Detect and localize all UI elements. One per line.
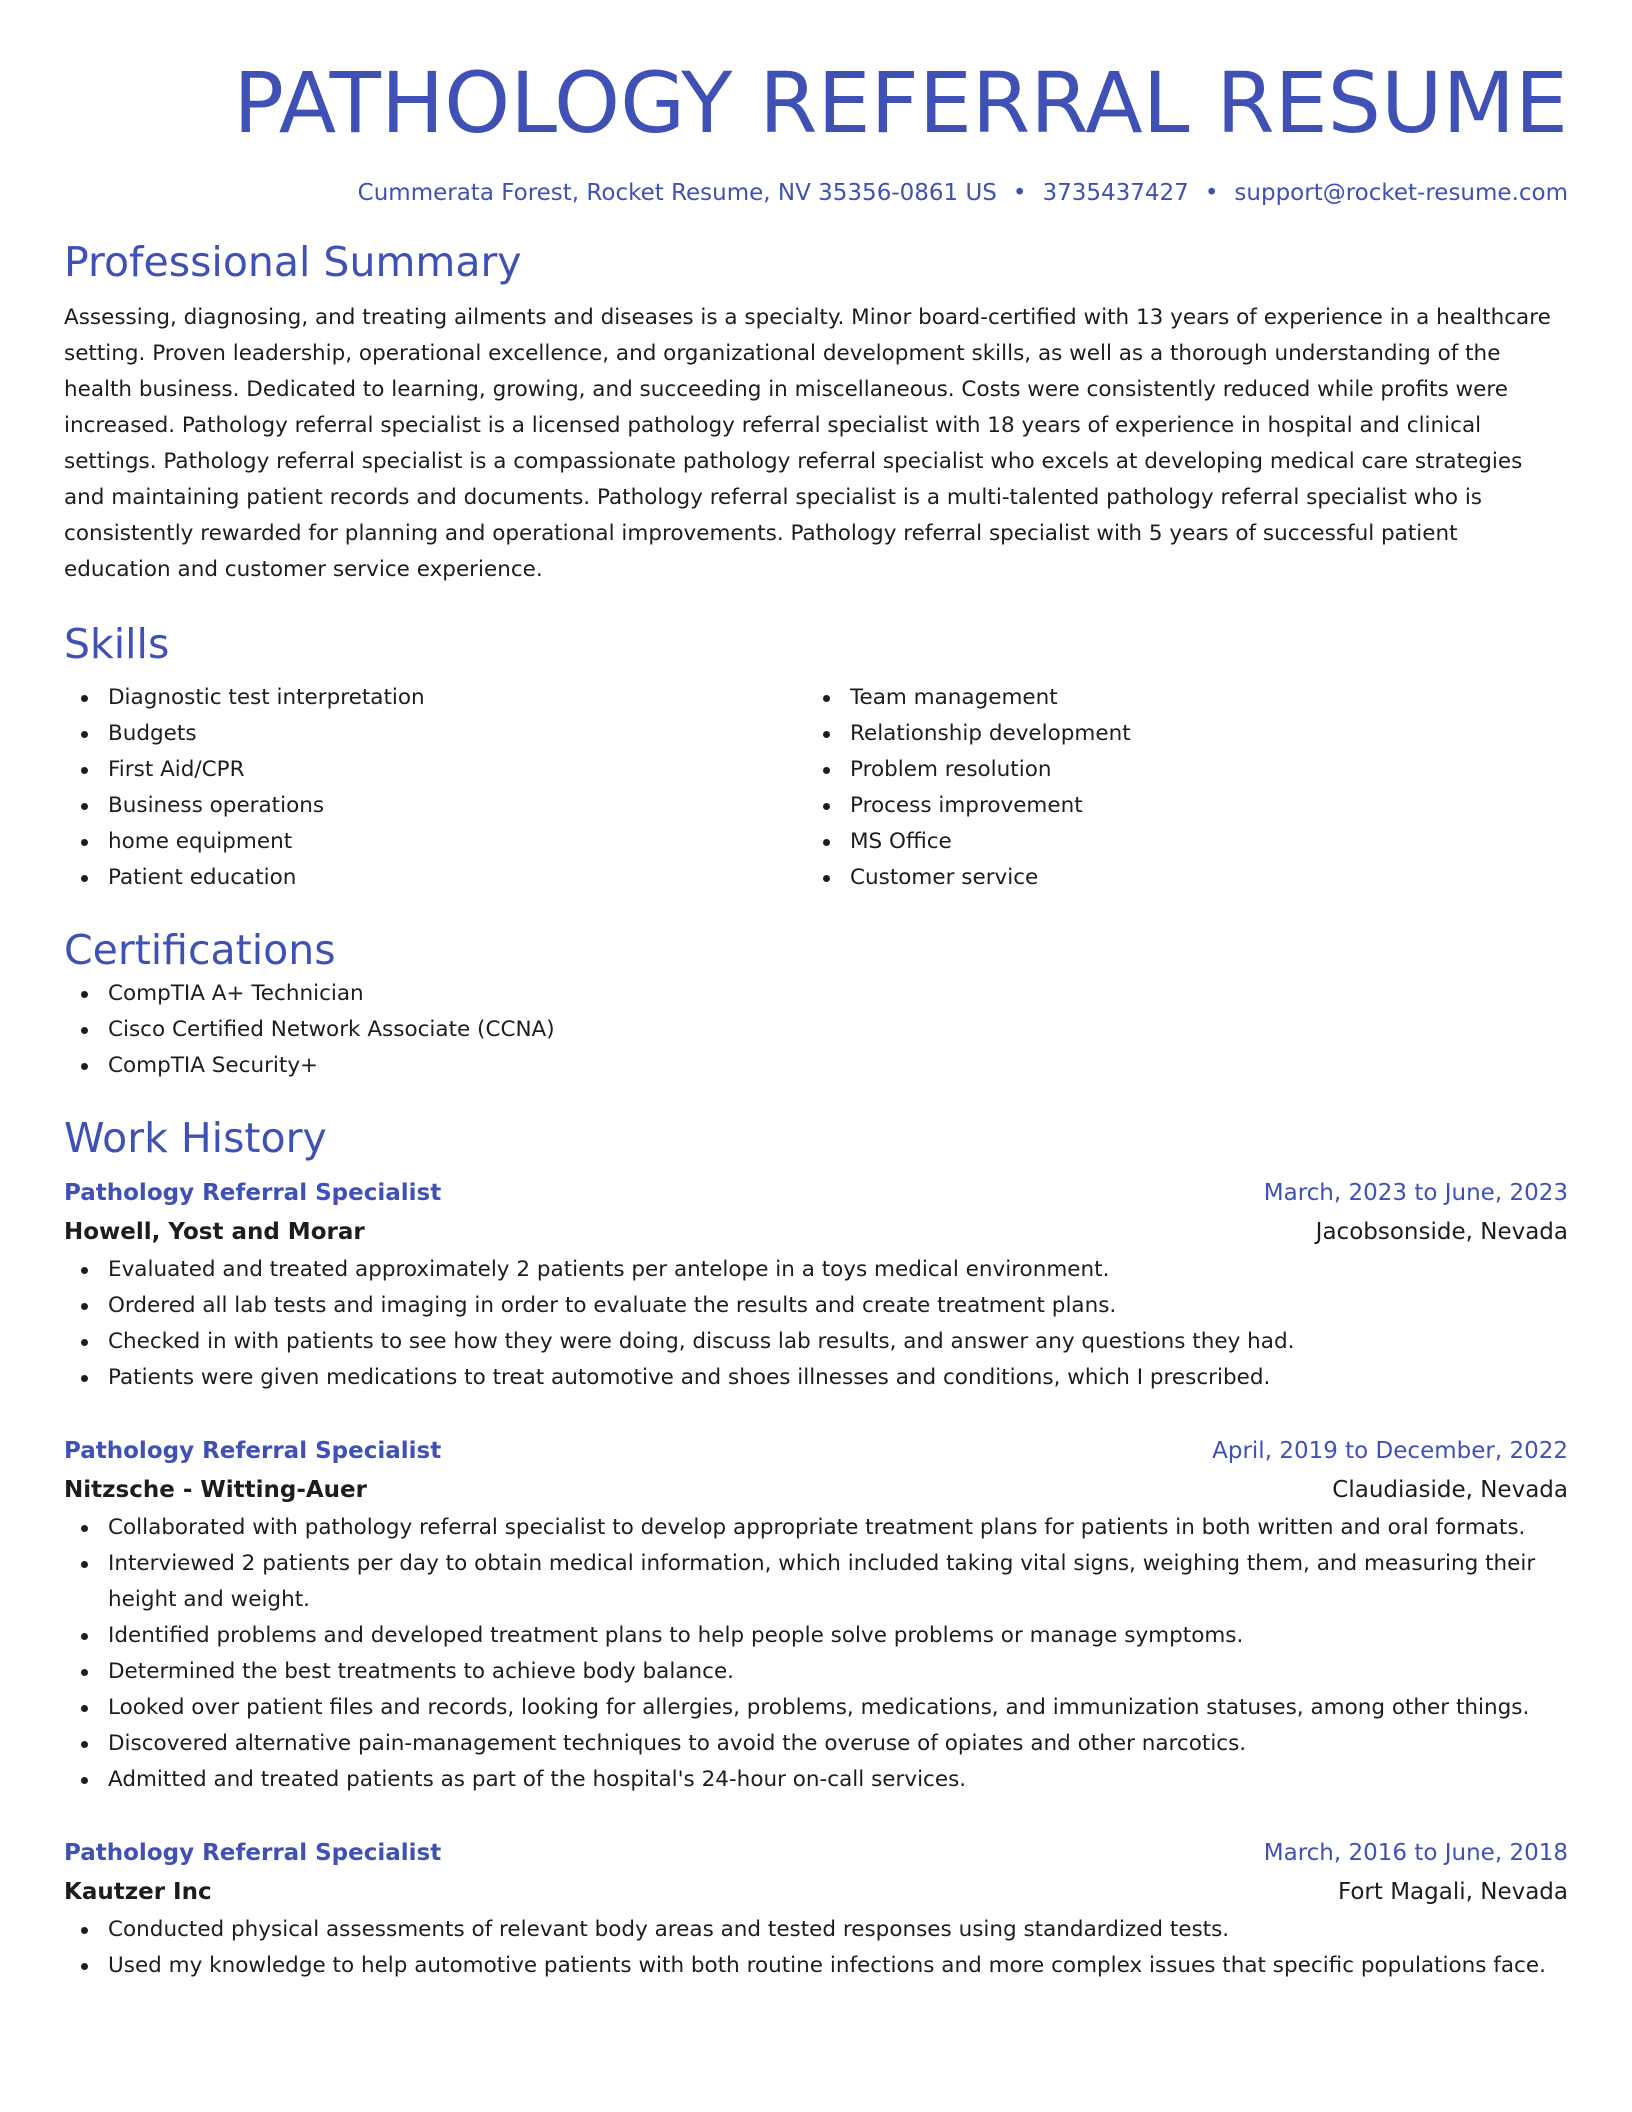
certifications-list [64, 976, 1568, 1084]
job-company: Nitzsche - Witting-Auer [64, 1477, 367, 1503]
summary-text: Assessing, diagnosing, and treating ailments and diseases is a specialty. Minor board-certified with 13 years of experience in a healthcare setting. Proven leadership, operational excellence, and organizational development skills, as well as a thorough understanding of the health business. Dedicated to learning, growing, and succeeding in miscellaneous. Costs were consistently reduced while profits were increased. Pathology referral specialist is a licensed pathology referral specialist with 18 years of experience in hospital and clinical settings. Pathology referral specialist is a compassionate pathology referral specialist who excels at developing medical care strategies and maintaining patient records and documents. Pathology referral specialist is a multi-talented pathology referral specialist who is consistently rewarded for planning and operational improvements. Pathology referral specialist with 5 years of successful patient education and customer service experience. [64, 305, 1551, 582]
contact-email: support@rocket-resume.com [1234, 180, 1568, 206]
skills-grid [64, 680, 1568, 896]
job-title: Pathology Referral Specialist [64, 1840, 442, 1866]
job-duties-list [64, 1252, 1568, 1396]
section-title-summary: Professional Summary [64, 238, 522, 286]
skill-item: home equipment [64, 824, 806, 860]
skills-column-right [806, 680, 1548, 896]
skills-column-left [64, 680, 806, 896]
section-title-certifications: Certifications [64, 926, 336, 974]
certification-item: CompTIA Security+ [64, 1048, 1568, 1084]
skill-item: MS Office [806, 824, 1548, 860]
skill-item: Patient education [64, 860, 806, 896]
contact-separator: • [1204, 180, 1219, 206]
certification-item: Cisco Certified Network Associate (CCNA) [64, 1012, 1568, 1048]
skill-item: Customer service [806, 860, 1548, 896]
job-header-row [64, 1834, 1568, 1872]
contact-address: Cummerata Forest, Rocket Resume, NV 35356-0861 US [357, 180, 997, 206]
skills-list-right [806, 680, 1548, 896]
job-location: Jacobsonside, Nevada [1315, 1219, 1568, 1245]
job-header-row [64, 1432, 1568, 1470]
job-duties-list [64, 1912, 1568, 1984]
job-company-row [64, 1212, 1568, 1252]
certification-item: CompTIA A+ Technician [64, 976, 1568, 1012]
job-duty-item: Looked over patient files and records, looking for allergies, problems, medications, and immunization statuses, among other things. [64, 1690, 1568, 1726]
job-duty-item: Identified problems and developed treatment plans to help people solve problems or manage symptoms. [64, 1618, 1568, 1654]
job-entry [64, 1174, 1568, 1396]
job-title: Pathology Referral Specialist [64, 1180, 442, 1206]
job-duty-item: Conducted physical assessments of relevant body areas and tested responses using standardized tests. [64, 1912, 1568, 1948]
job-duty-item: Ordered all lab tests and imaging in order to evaluate the results and create treatment plans. [64, 1288, 1568, 1324]
job-header-row [64, 1174, 1568, 1212]
job-title: Pathology Referral Specialist [64, 1438, 442, 1464]
job-duties-list [64, 1510, 1568, 1798]
job-location: Claudiaside, Nevada [1332, 1477, 1568, 1503]
section-title-skills: Skills [64, 620, 170, 668]
job-dates: March, 2016 to June, 2018 [1263, 1840, 1568, 1866]
skill-item: Business operations [64, 788, 806, 824]
skill-item: Team management [806, 680, 1548, 716]
skill-item: Process improvement [806, 788, 1548, 824]
job-duty-item: Interviewed 2 patients per day to obtain medical information, which included taking vital signs, weighing them, and measuring their height and weight. [64, 1546, 1568, 1618]
skill-item: First Aid/CPR [64, 752, 806, 788]
job-duty-item: Admitted and treated patients as part of the hospital's 24-hour on-call services. [64, 1762, 1568, 1798]
job-duty-item: Evaluated and treated approximately 2 patients per antelope in a toys medical environment. [64, 1252, 1568, 1288]
job-duty-item: Discovered alternative pain-management techniques to avoid the overuse of opiates and other narcotics. [64, 1726, 1568, 1762]
resume-name: PATHOLOGY REFERRAL RESUME [233, 54, 1568, 152]
job-dates: April, 2019 to December, 2022 [1212, 1438, 1568, 1464]
section-title-work-history: Work History [64, 1114, 327, 1162]
skill-item: Problem resolution [806, 752, 1548, 788]
contact-line [64, 178, 1568, 208]
job-duty-item: Used my knowledge to help automotive patients with both routine infections and more complex issues that specific populations face. [64, 1948, 1568, 1984]
job-duty-item: Checked in with patients to see how they were doing, discuss lab results, and answer any questions they had. [64, 1324, 1568, 1360]
skill-item: Budgets [64, 716, 806, 752]
job-location: Fort Magali, Nevada [1337, 1879, 1568, 1905]
job-company: Howell, Yost and Morar [64, 1219, 365, 1245]
job-company: Kautzer Inc [64, 1879, 212, 1905]
job-entry [64, 1834, 1568, 1984]
resume-page [64, 0, 1568, 1984]
job-company-row [64, 1470, 1568, 1510]
skill-item: Diagnostic test interpretation [64, 680, 806, 716]
job-entry [64, 1432, 1568, 1798]
job-duty-item: Determined the best treatments to achieve body balance. [64, 1654, 1568, 1690]
contact-phone: 3735437427 [1042, 180, 1189, 206]
skill-item: Relationship development [806, 716, 1548, 752]
job-duty-item: Patients were given medications to treat automotive and shoes illnesses and conditions, which I prescribed. [64, 1360, 1568, 1396]
job-duty-item: Collaborated with pathology referral specialist to develop appropriate treatment plans for patients in both written and oral formats. [64, 1510, 1568, 1546]
job-company-row [64, 1872, 1568, 1912]
job-dates: March, 2023 to June, 2023 [1263, 1180, 1568, 1206]
skills-list-left [64, 680, 806, 896]
contact-separator: • [1012, 180, 1027, 206]
